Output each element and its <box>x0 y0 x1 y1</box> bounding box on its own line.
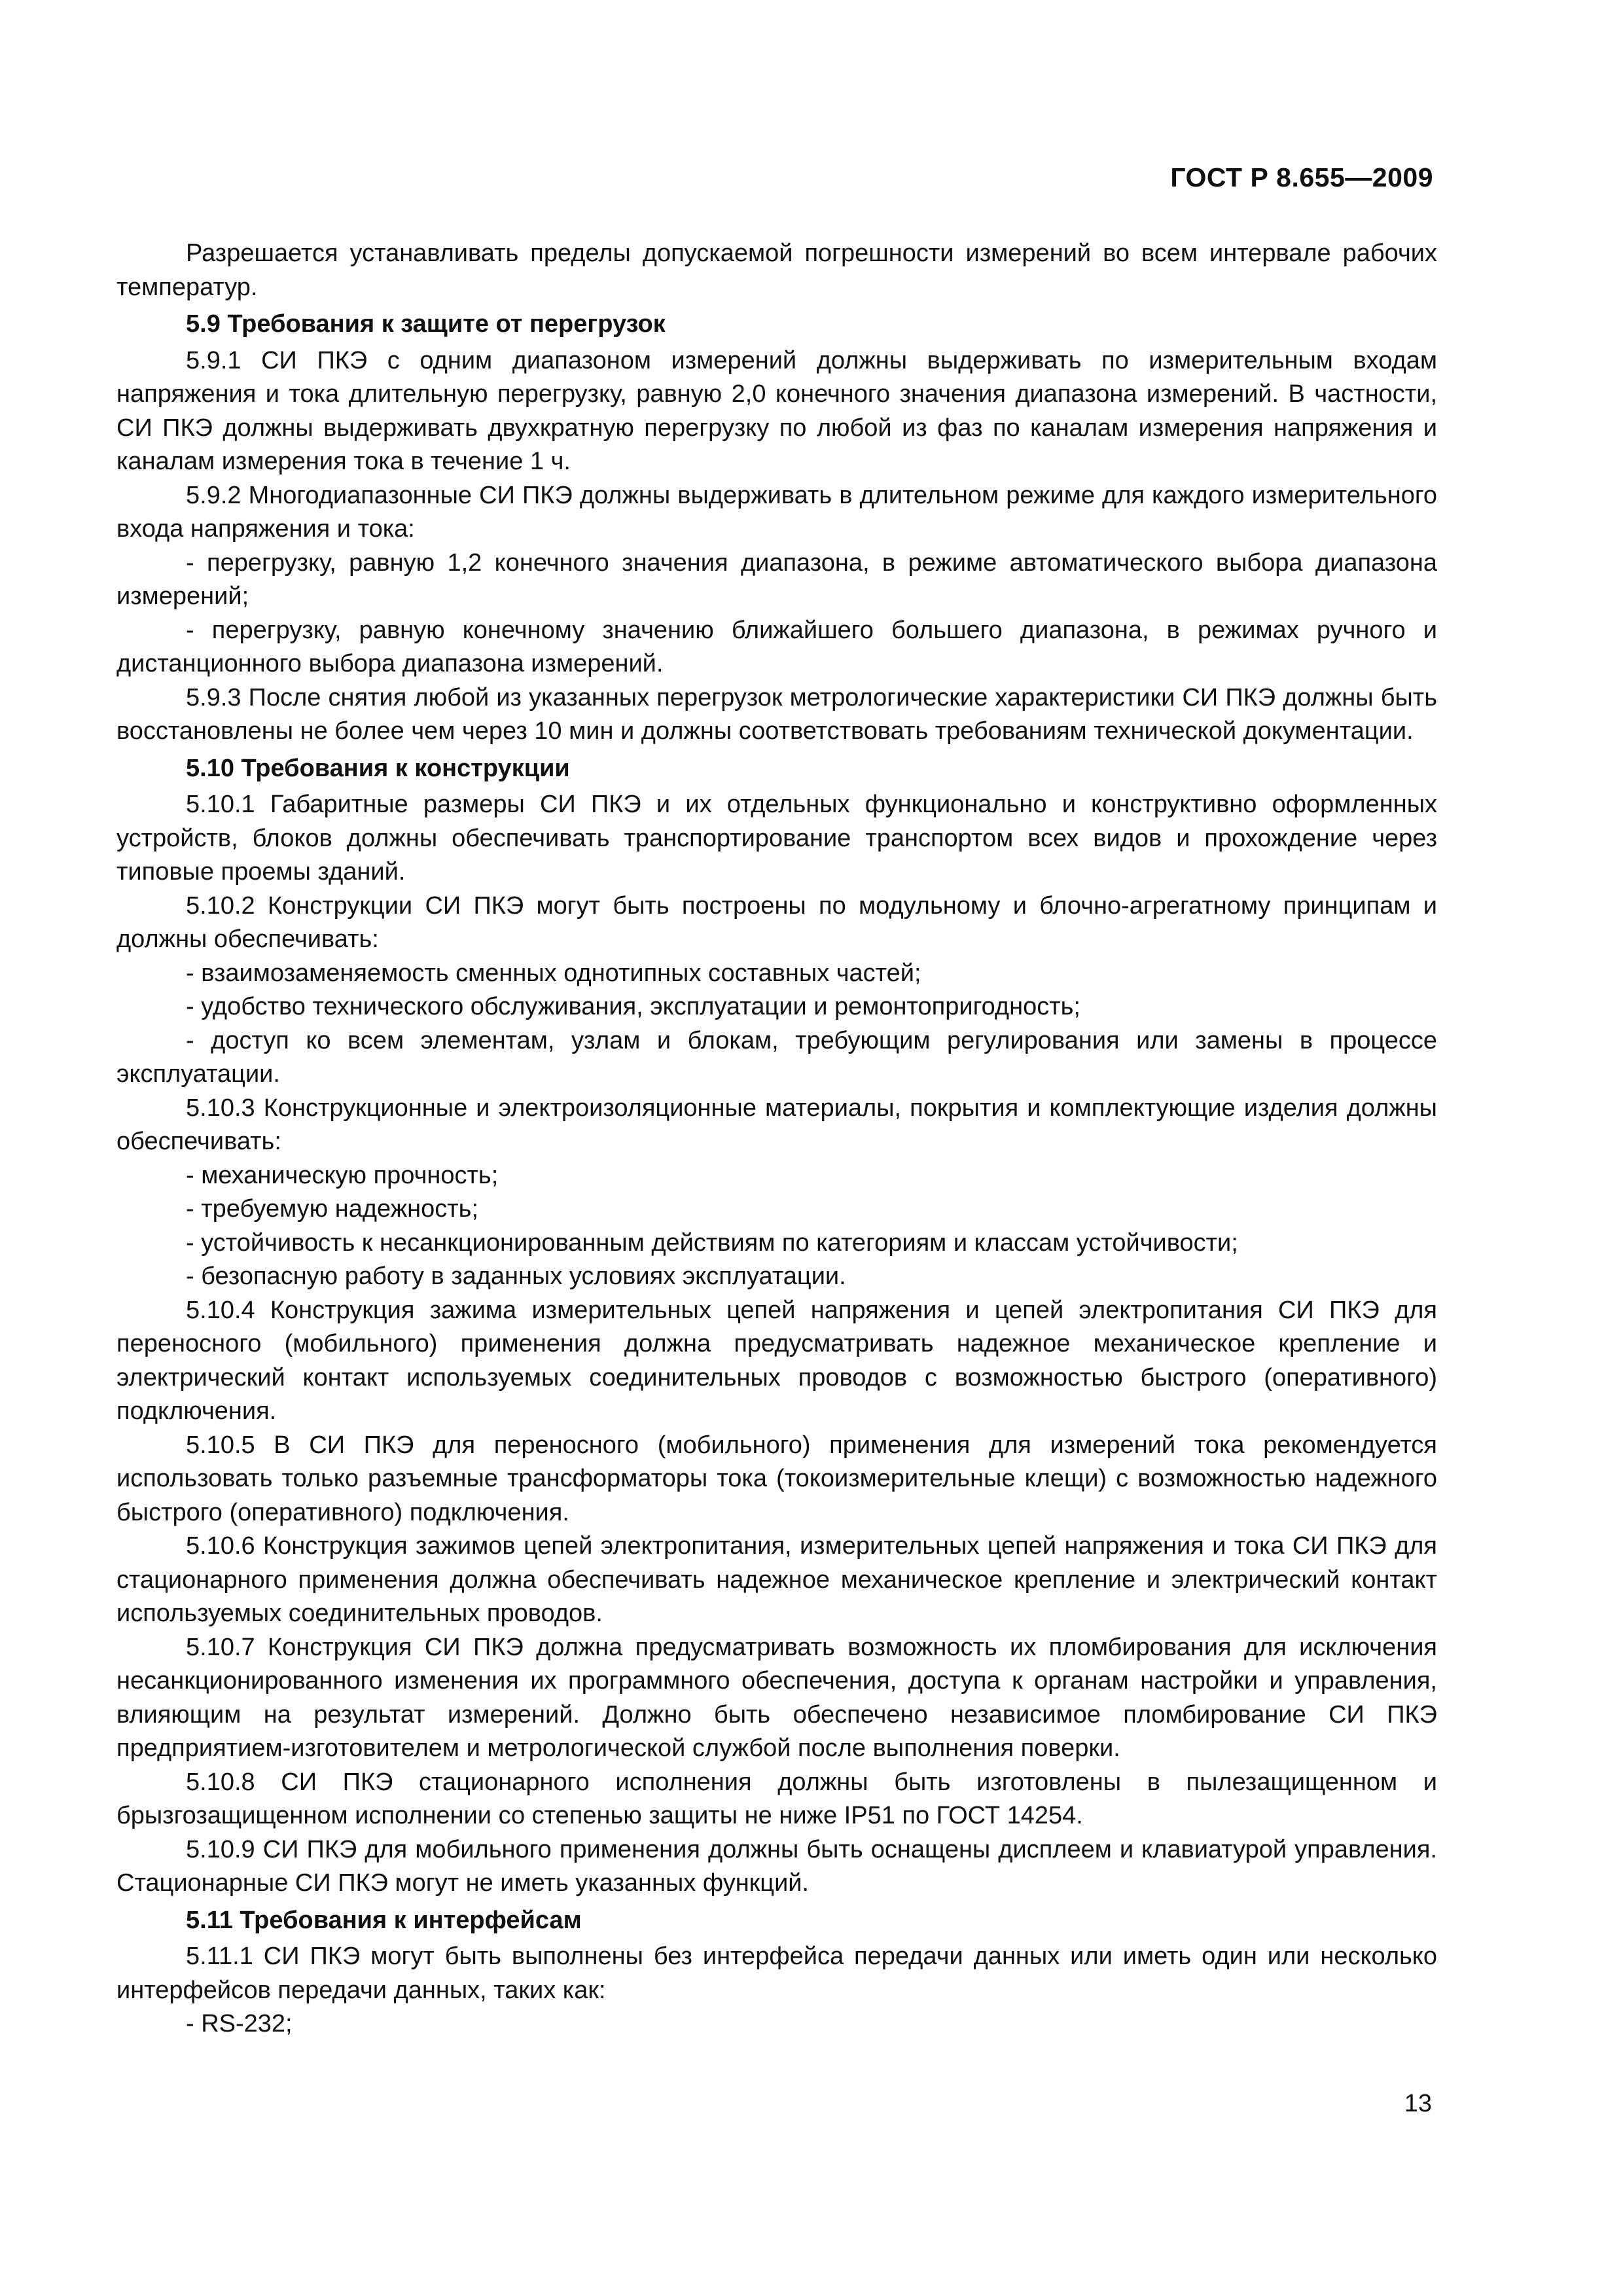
document-code-header: ГОСТ Р 8.655—2009 <box>1170 162 1433 192</box>
list-item: - взаимозаменяемость сменных однотипных составных частей; <box>186 959 921 987</box>
paragraph: 5.9.3 После снятия любой из указанных перегрузок метрологические характеристики СИ ПКЭ должны быть восстановлены не более чем через 10 мин и должны соответствовать требованиям технической документации. <box>116 683 1437 745</box>
list-item: - перегрузку, равную конечному значению ближайшего большего диапазона, в режимах ручного и дистанционного выбора диапазона измерений. <box>116 616 1437 677</box>
paragraph: Разрешается устанавливать пределы допускаемой погрешности измерений во всем интервале рабочих температур. <box>116 240 1437 301</box>
paragraph: 5.10.9 СИ ПКЭ для мобильного применения должны быть оснащены дисплеем и клавиатурой управления. Стационарные СИ ПКЭ могут не иметь указанных функций. <box>116 1835 1437 1897</box>
page-number: 13 <box>1404 2090 1432 2117</box>
list-item: - перегрузку, равную 1,2 конечного значения диапазона, в режиме автоматического выбора диапазона измерений; <box>116 548 1437 610</box>
paragraph: 5.10.2 Конструкции СИ ПКЭ могут быть построены по модульному и блочно-агрегатному принципам и должны обеспечивать: <box>116 891 1437 953</box>
paragraph: 5.10.6 Конструкция зажимов цепей электропитания, измерительных цепей напряжения и тока СИ ПКЭ для стационарного применения должна обеспечивать надежное механическое крепление и электрический контакт используемых соединительных проводов. <box>116 1532 1437 1627</box>
paragraph: 5.10.1 Габаритные размеры СИ ПКЭ и их отдельных функционально и конструктивно оформленных устройств, блоков должны обеспечивать транспортирование транспортом всех видов и прохождение через типовые проемы зданий. <box>116 791 1437 886</box>
list-item: - RS-232; <box>186 2010 293 2037</box>
paragraph: 5.11.1 СИ ПКЭ могут быть выполнены без интерфейса передачи данных или иметь один или несколько интерфейсов передачи данных, таких как: <box>116 1943 1437 2004</box>
paragraph: 5.10.3 Конструкционные и электроизоляционные материалы, покрытия и комплектующие изделия должны обеспечивать: <box>116 1094 1437 1155</box>
section-heading: 5.11 Требования к интерфейсам <box>186 1906 582 1934</box>
document-body <box>116 237 1437 2041</box>
paragraph: 5.9.1 СИ ПКЭ с одним диапазоном измерений должны выдерживать по измерительным входам напряжения и тока длительную перегрузку, равную 2,0 конечного значения диапазона измерений. В частности, СИ ПКЭ должны выдерживать двухкратную перегрузку по любой из фаз по каналам измерения напряжения и каналам измерения тока в течение 1 ч. <box>116 346 1437 475</box>
paragraph: 5.10.7 Конструкция СИ ПКЭ должна предусматривать возможность их пломбирования для исключения несанкционированного изменения их программного обеспечения, доступа к органам настройки и управления, влияющим на результат измерений. Должно быть обеспечено независимое пломбирование СИ ПКЭ предприятием-изготовителем и метрологической службой после выполнения поверки. <box>116 1633 1437 1762</box>
paragraph: 5.10.4 Конструкция зажима измерительных цепей напряжения и цепей электропитания СИ ПКЭ для переносного (мобильного) применения должна предусматривать надежное механическое крепление и электрический контакт используемых соединительных проводов с возможностью быстрого (оперативного) подключения. <box>116 1296 1437 1425</box>
list-item: - механическую прочность; <box>186 1161 499 1189</box>
list-item: - доступ ко всем элементам, узлам и блокам, требующим регулирования или замены в процессе эксплуатации. <box>116 1026 1437 1088</box>
paragraph: 5.9.2 Многодиапазонные СИ ПКЭ должны выдерживать в длительном режиме для каждого измерительного входа напряжения и тока: <box>116 481 1437 543</box>
section-heading: 5.9 Требования к защите от перегрузок <box>186 310 666 338</box>
list-item: - требуемую надежность; <box>186 1195 479 1223</box>
list-item: - безопасную работу в заданных условиях эксплуатации. <box>186 1263 846 1290</box>
section-heading: 5.10 Требования к конструкции <box>186 754 570 782</box>
list-item: - удобство технического обслуживания, эксплуатации и ремонтопригодность; <box>186 993 1080 1020</box>
list-item: - устойчивость к несанкционированным действиям по категориям и классам устойчивости; <box>186 1229 1238 1257</box>
paragraph: 5.10.5 В СИ ПКЭ для переносного (мобильного) применения для измерений тока рекомендуется использовать только разъемные трансформаторы тока (токоизмерительные клещи) с возможностью надежного быстрого (оперативного) подключения. <box>116 1431 1437 1526</box>
paragraph: 5.10.8 СИ ПКЭ стационарного исполнения должны быть изготовлены в пылезащищенном и брызгозащищенном исполнении со степенью защиты не ниже IP51 по ГОСТ 14254. <box>116 1768 1437 1829</box>
